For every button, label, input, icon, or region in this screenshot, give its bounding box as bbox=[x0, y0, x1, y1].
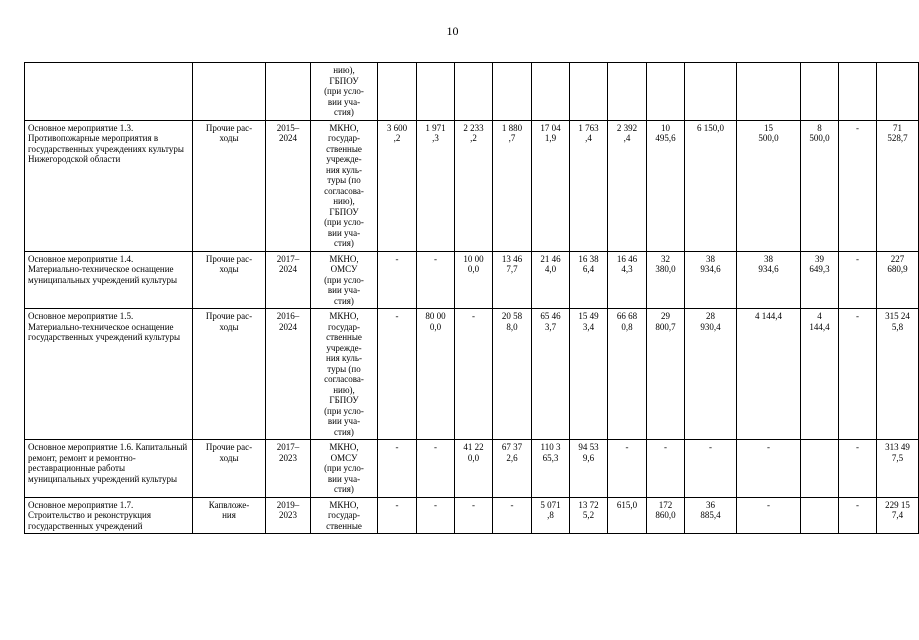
value-cell: - bbox=[455, 309, 493, 440]
value-cell: - bbox=[378, 309, 417, 440]
value-cell: 15 500,0 bbox=[737, 120, 801, 251]
value-cell: 16 38 6,4 bbox=[570, 251, 608, 309]
value-cell bbox=[417, 63, 455, 121]
value-cell: 38 934,6 bbox=[737, 251, 801, 309]
expense-type-cell: Прочие рас- ходы bbox=[193, 120, 266, 251]
value-cell: 227 680,9 bbox=[877, 251, 919, 309]
executor-cell: МКНО, государ- ственные учрежде- ния куль- туры (по согласова- нию), ГБПОУ (при усло- вии уча- стия) bbox=[311, 309, 378, 440]
value-cell: 615,0 bbox=[608, 497, 647, 534]
value-cell bbox=[493, 63, 532, 121]
value-cell: 21 46 4,0 bbox=[532, 251, 570, 309]
value-cell: - bbox=[608, 440, 647, 498]
value-cell: 65 46 3,7 bbox=[532, 309, 570, 440]
executor-cell: МКНО, государ- ственные учрежде- ния куль- туры (по согласова- нию), ГБПОУ (при усло- вии уча- стия) bbox=[311, 120, 378, 251]
value-cell: 80 00 0,0 bbox=[417, 309, 455, 440]
expense-type-cell bbox=[193, 63, 266, 121]
executor-cell: МКНО, ОМСУ (при усло- вии уча- стия) bbox=[311, 251, 378, 309]
value-cell: 15 49 3,4 bbox=[570, 309, 608, 440]
value-cell: 71 528,7 bbox=[877, 120, 919, 251]
value-cell: 13 72 5,2 bbox=[570, 497, 608, 534]
value-cell: 313 49 7,5 bbox=[877, 440, 919, 498]
executor-cell: МКНО, ОМСУ (при усло- вии уча- стия) bbox=[311, 440, 378, 498]
value-cell: - bbox=[839, 440, 877, 498]
value-cell: 20 58 8,0 bbox=[493, 309, 532, 440]
value-cell: - bbox=[378, 251, 417, 309]
value-cell bbox=[647, 63, 685, 121]
page-number: 10 bbox=[446, 24, 459, 38]
value-cell: 4 144,4 bbox=[801, 309, 839, 440]
table-row bbox=[25, 440, 919, 498]
activity-name-cell: Основное мероприятие 1.4. Материально-техническое оснащение муниципальных учреждений культуры bbox=[25, 251, 193, 309]
value-cell bbox=[570, 63, 608, 121]
value-cell: - bbox=[737, 440, 801, 498]
period-cell bbox=[266, 63, 311, 121]
value-cell: - bbox=[455, 497, 493, 534]
value-cell bbox=[801, 63, 839, 121]
value-cell: 94 53 9,6 bbox=[570, 440, 608, 498]
value-cell: - bbox=[417, 497, 455, 534]
value-cell bbox=[685, 63, 737, 121]
value-cell: - bbox=[839, 120, 877, 251]
table-row bbox=[25, 63, 919, 121]
value-cell: 1 763 ,4 bbox=[570, 120, 608, 251]
value-cell bbox=[532, 63, 570, 121]
table-row bbox=[25, 309, 919, 440]
value-cell: 110 3 65,3 bbox=[532, 440, 570, 498]
value-cell: - bbox=[417, 440, 455, 498]
value-cell: 2 233 ,2 bbox=[455, 120, 493, 251]
expense-type-cell: Прочие рас- ходы bbox=[193, 251, 266, 309]
value-cell: 29 800,7 bbox=[647, 309, 685, 440]
activity-name-cell: Основное мероприятие 1.3. Противопожарные мероприятия в государственных учреждениях культуры Нижегородской области bbox=[25, 120, 193, 251]
period-cell: 2015– 2024 bbox=[266, 120, 311, 251]
value-cell bbox=[608, 63, 647, 121]
value-cell: 4 144,4 bbox=[737, 309, 801, 440]
period-cell: 2017– 2024 bbox=[266, 251, 311, 309]
value-cell: 39 649,3 bbox=[801, 251, 839, 309]
table-row bbox=[25, 497, 919, 534]
value-cell: - bbox=[737, 497, 801, 534]
activity-name-cell: Основное мероприятие 1.7. Строительство и реконструкция государственных учреждений bbox=[25, 497, 193, 534]
value-cell: - bbox=[378, 440, 417, 498]
value-cell: 315 24 5,8 bbox=[877, 309, 919, 440]
expense-type-cell: Капвложе- ния bbox=[193, 497, 266, 534]
value-cell: - bbox=[378, 497, 417, 534]
value-cell: 28 930,4 bbox=[685, 309, 737, 440]
value-cell: 32 380,0 bbox=[647, 251, 685, 309]
value-cell: 67 37 2,6 bbox=[493, 440, 532, 498]
value-cell bbox=[378, 63, 417, 121]
value-cell: 13 46 7,7 bbox=[493, 251, 532, 309]
expense-type-cell: Прочие рас- ходы bbox=[193, 440, 266, 498]
value-cell bbox=[455, 63, 493, 121]
activity-name-cell: Основное мероприятие 1.5. Материально-техническое оснащение государственных учреждений культуры bbox=[25, 309, 193, 440]
value-cell: 10 495,6 bbox=[647, 120, 685, 251]
value-cell: 41 22 0,0 bbox=[455, 440, 493, 498]
value-cell bbox=[877, 63, 919, 121]
value-cell: 38 934,6 bbox=[685, 251, 737, 309]
period-cell: 2019– 2023 bbox=[266, 497, 311, 534]
value-cell: 1 880 ,7 bbox=[493, 120, 532, 251]
value-cell: 1 971 ,3 bbox=[417, 120, 455, 251]
budget-table bbox=[24, 62, 919, 534]
value-cell: - bbox=[493, 497, 532, 534]
value-cell: 10 00 0,0 bbox=[455, 251, 493, 309]
value-cell: 172 860,0 bbox=[647, 497, 685, 534]
value-cell: - bbox=[839, 497, 877, 534]
expense-type-cell: Прочие рас- ходы bbox=[193, 309, 266, 440]
value-cell bbox=[801, 497, 839, 534]
value-cell: 3 600 ,2 bbox=[378, 120, 417, 251]
value-cell: - bbox=[685, 440, 737, 498]
table-row bbox=[25, 251, 919, 309]
value-cell: 2 392 ,4 bbox=[608, 120, 647, 251]
table-row bbox=[25, 120, 919, 251]
value-cell: 5 071 ,8 bbox=[532, 497, 570, 534]
value-cell: 16 46 4,3 bbox=[608, 251, 647, 309]
value-cell: 8 500,0 bbox=[801, 120, 839, 251]
value-cell: 6 150,0 bbox=[685, 120, 737, 251]
activity-name-cell: Основное мероприятие 1.6. Капитальный ремонт, ремонт и ремонтно-реставрационные работы муниципальных учреждений культуры bbox=[25, 440, 193, 498]
value-cell bbox=[737, 63, 801, 121]
value-cell: - bbox=[417, 251, 455, 309]
value-cell: - bbox=[647, 440, 685, 498]
value-cell: - bbox=[839, 309, 877, 440]
period-cell: 2016– 2024 bbox=[266, 309, 311, 440]
executor-cell: нию), ГБПОУ (при усло- вии уча- стия) bbox=[311, 63, 378, 121]
period-cell: 2017– 2023 bbox=[266, 440, 311, 498]
activity-name-cell bbox=[25, 63, 193, 121]
value-cell bbox=[801, 440, 839, 498]
value-cell: 229 15 7,4 bbox=[877, 497, 919, 534]
value-cell: - bbox=[839, 251, 877, 309]
value-cell bbox=[839, 63, 877, 121]
executor-cell: МКНО, государ- ственные bbox=[311, 497, 378, 534]
value-cell: 66 68 0,8 bbox=[608, 309, 647, 440]
value-cell: 17 04 1,9 bbox=[532, 120, 570, 251]
value-cell: 36 885,4 bbox=[685, 497, 737, 534]
